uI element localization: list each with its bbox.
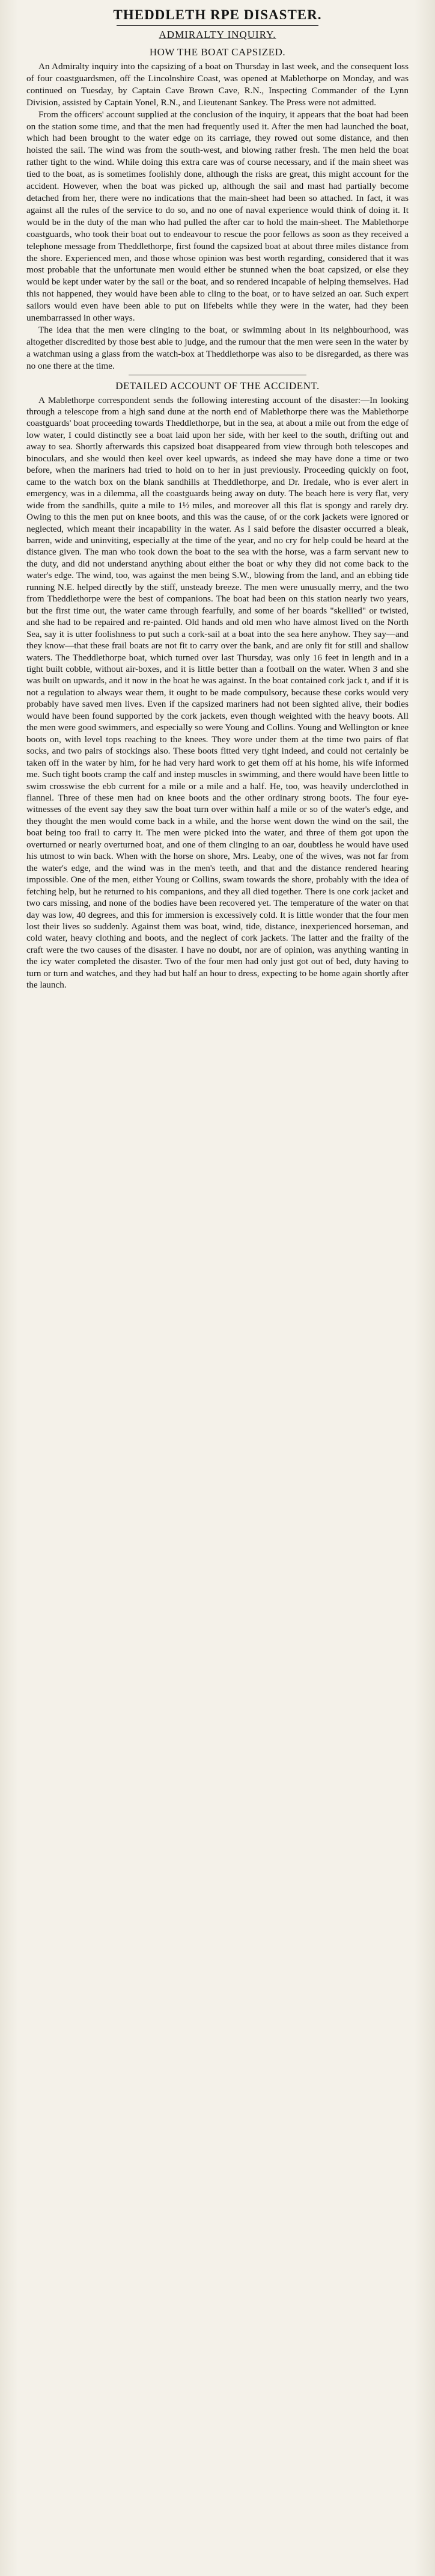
section-heading-boat-capsized: HOW THE BOAT CAPSIZED.	[149, 46, 286, 58]
paragraph: A Mablethorpe correspondent sends the following interesting account of the disaster:—In looking through a telescope from a high sand dune at the north end of Mablethorpe there was the Mablethorpe coastguards' boat proceeding towards Theddlethorpe, but in the sea, at about a mile out from the edge of low water, I could distinctly see a boat laid upon her side, with her keel to the south, drifting out and away to sea. Shortly afterwards this capsized boat disappeared from view through both telescopes and binoculars, and she would then keel over keel upwards, as indeed she may have done a time or two before, when the mariners had tried to hold on to her in just previously. Proceeding quickly on foot, came to the watch box on the blank sandhills at Theddlethorpe, and Dr. Iredale, who is ever alert in emergency, was in a dilemma, all the coastguards being away on duty. The beach here is very flat, very wide from the sandhills, quite a mile to 1½ miles, and moreover all this flat is spongy and rarely dry. Owing to this the men put on knee boots, and this was the cause, of or the cork jackets were ignored or neglected, which meant their incapability in the water. As I said before the disaster occurred a bleak, barren, wide and uninviting, especially at the time of the year, and no cry for help could be heard at the distance given. The man who took down the boat to the sea with the horse, was a farm servant new to the duty, and did not understand anything about either the boat or why they did not come back to the water's edge. The wind, too, was against the men being S.W., blowing from the land, and an ebbing tide running N.E. helped directly by the stiff, unsteady breeze. The men were unusually merry, and the two from Theddlethorpe were the best of companions. The boat had been on this station nearly two years, but the first time out, the water came through fearfully, and some of her boards "skellied" or twisted, and she had to be repaired and re-painted. Old hands and old men who have almost lived on the North Sea, say it is utter foolishness to put such a cork-sail at a boat into the sea here anyhow. They say—and they know—that these frail boats are not fit to carry over the bank, and are only fit for still and shallow waters. The Theddlethorpe boat, which turned over last Thursday, was only 16 feet in length and in a tight built cobble, without air-boxes, and it is little better than a football on the water. When 3 and she was built on upwards, and it now in the boat he was against. In the boat contained cork jack t, and if it is not a regulation to always wear them, it ought to be made compulsory, because these corks would very probably have saved men lives. Even if the capsized mariners had not been sighted alive, their bodies would have been found supported by the cork jackets, even though weighted with the heavy boots. All the men were good swimmers, and especially so were Young and Collins. Young and Wellington or knee boots on, with level tops reaching to the knees. They wore under them at the time two pairs of flat socks, and two pairs of stockings also. These boots fitted very tight indeed, and could not certainly be taken off in the water by him, for he had very hard work to get them off at his home, his wife informed me. Such tight boots cramp the calf and instep muscles in swimming, and there would have been little to swim crosswise the ebb current for a mile or a mile and a half. He, too, was heavily underclothed in flannel. Three of these men had on knee boots and the other ordinary strong boots. The four eye-witnesses of the event say they saw the boat turn over within half a mile or so of the water's edge, and they thought the men would come back in a while, and the horse went down the wind on the sail, the boat being too frail to carry it. The men were picked into the water, and three of them got upon the overturned or nearly overturned boat, and one of them clinging to an oar, doubtless he would have used his utmost to win back. When with the horse on shore, Mrs. Leaby, one of the wives, was not far from the water's edge, and the wind was in the men's teeth, and that and the distance rendered hearing impossible. One of the men, either Young or Collins, swam towards the shore, probably with the idea of fetching help, but he returned to his companions, and they all died together. There is one cork jacket and two cars missing, and none of the bodies have been recovered yet. The temperature of the water on that day was low, 40 degrees, and this for immersion is excessively cold. It is little wonder that the four men lost their lives so suddenly. Against them was boat, wind, tide, distance, inexperienced horseman, and cold water, heavy clothing and boots, and the neglect of cork jackets. The latter and the frailty of the craft were the two causes of the disaster. I have no doubt, nor are of opinion, was anything wanting in the icy water completed the disaster. Two of the four men had only just got out of bed, duty having to turn or turn and watches, and they had but half an hour to dress, expecting to be home again shortly after the launch.	[26, 395, 409, 991]
headline: THEDDLETH RPE DISASTER.	[113, 7, 322, 22]
paragraph: The idea that the men were clinging to the boat, or swimming about in its neighbourhood, was altogether discredited by those best able to judge, and the rumour that the men were seen in the water by a watchman using a glass from the watch-box at Theddlethorpe was also to be disregarded, as there was no one there at the time.	[26, 324, 409, 371]
section-body-boat-capsized	[26, 61, 409, 372]
article-column	[26, 4, 409, 991]
paragraph: An Admiralty inquiry into the capsizing of a boat on Thursday in last week, and the consequent loss of four coastguardsmen, off the Lincolnshire Coast, was opened at Mablethorpe on Monday, and was continued on Tuesday, by Captain Cave Brown Cave, R.N., Inspecting Commander of the Lynn Division, assisted by Captain Yonel, R.N., and Lieutenant Sankey. The Press were not admitted.	[26, 61, 409, 108]
paragraph: From the officers' account supplied at the conclusion of the inquiry, it appears that the boat had been on the station some time, and that the men had frequently used it. After the men had launched the boat, which had been brought to the water edge on its carriage, they rowed out some distance, and then hoisted the sail. The wind was from the south-west, and blowing rather fresh. The men held the boat rather tight to the wind. While doing this extra care was of course necessary, and if the main sheet was tied to the boat, as is sometimes foolishly done, although the risks are great, this might account for the accident. However, when the boat was picked up, although the sail and mast had partially become detached from her, there were no indications that the main-sheet had been so attached. In fact, it was against all the rules of the service to do so, and no one of naval experience would think of doing it. It would be in the duty of the man who had pulled the after car to hold the main-sheet. The Mablethorpe coastguards, who took their boat out to endeavour to rescue the poor fellows as soon as they received a telephone message from Theddlethorpe, first found the capsized boat at about three miles distance from the shore. Experienced men, and those whose opinion was best worth regarding, considered that it was most probable that the unfortunate men would either be stunned when the boat capsized, or else they would be kept under water by the sail or the boat, and so rendered incapable of helping themselves. Had this not happened, they would have been able to cling to the boat, or to have seized an oar. Such expert sailors would even have been able to put on lifebelts while they were in the water, had they been unembarrassed in other ways.	[26, 109, 409, 324]
subheadline: ADMIRALTY INQUIRY.	[159, 29, 276, 40]
headline-rule	[117, 25, 318, 26]
section-heading-detailed-account: DETAILED ACCOUNT OF THE ACCIDENT.	[115, 380, 320, 392]
section-body-detailed-account	[26, 395, 409, 991]
